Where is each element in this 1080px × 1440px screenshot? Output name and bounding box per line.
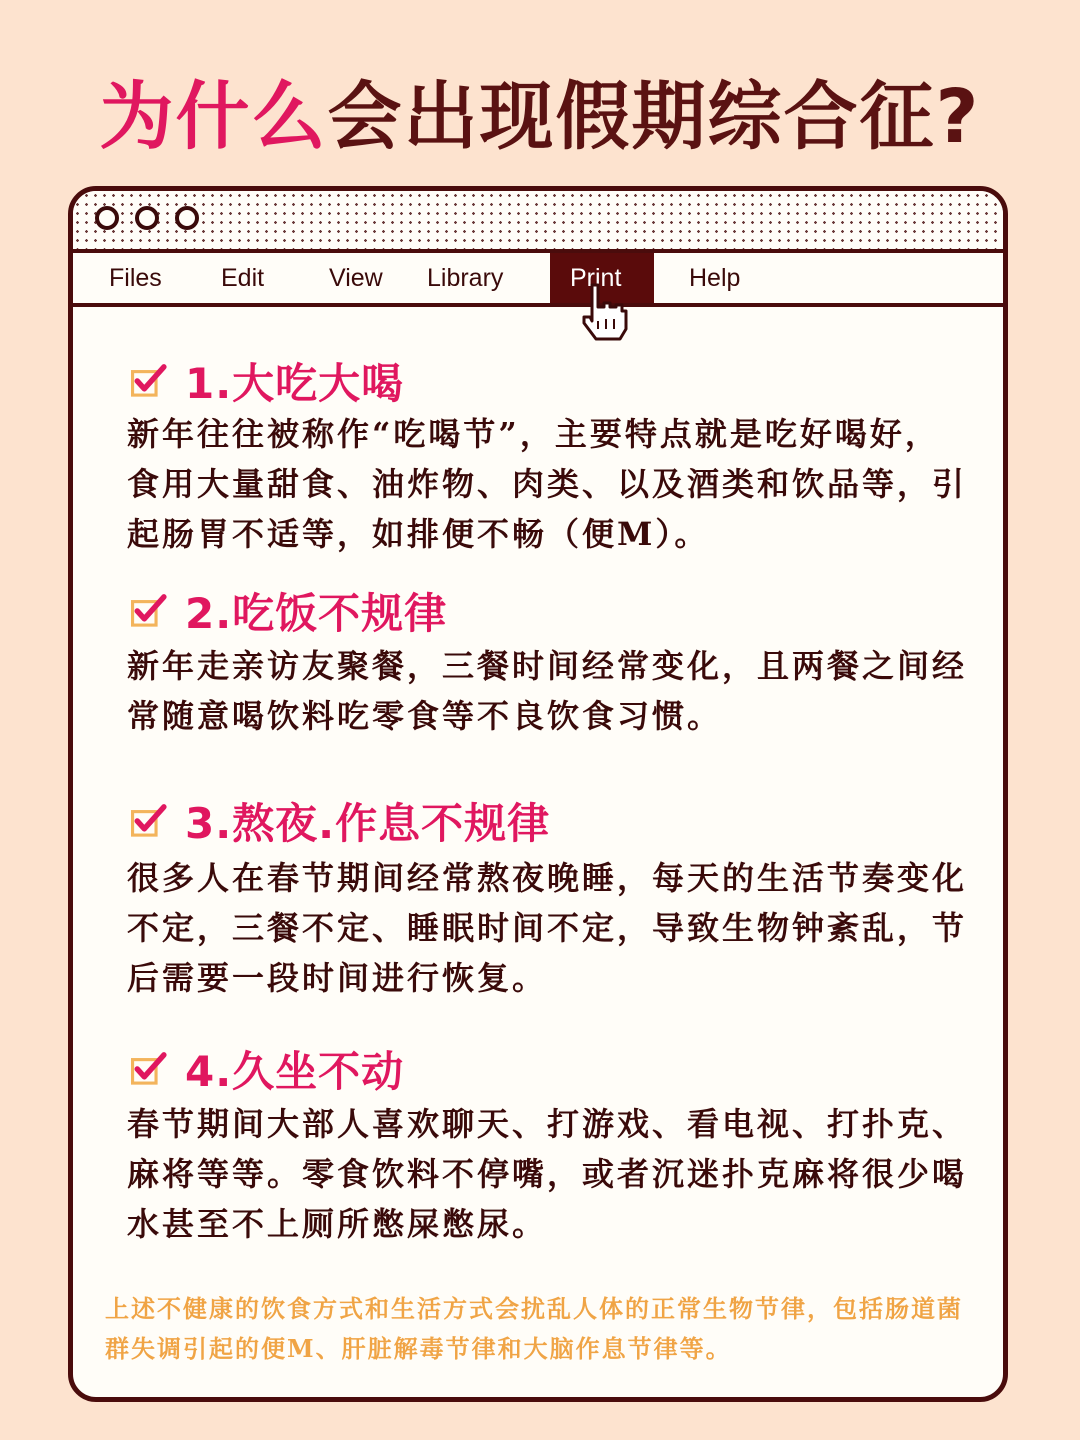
footer-note: 上述不健康的饮食方式和生活方式会扰乱人体的正常生物节律，包括肠道菌群失调引起的便M、肝脏解毒节律和大脑作息节律等。 bbox=[105, 1294, 963, 1363]
section-2-heading bbox=[131, 581, 447, 641]
section-1-heading bbox=[131, 351, 404, 411]
window-titlebar bbox=[73, 191, 1003, 253]
title-rest: 会出现假期综合征? bbox=[327, 74, 981, 160]
checkbox-checked-icon bbox=[131, 1051, 167, 1087]
section-4-text: 春节期间大部人喜欢聊天、打游戏、看电视、打扑克、麻将等等。零食饮料不停嘴，或者沉迷扑克麻将很少喝水甚至不上厕所憋屎憋尿。 bbox=[127, 1105, 968, 1243]
menu-bar bbox=[73, 253, 1003, 307]
page-title bbox=[0, 58, 1080, 164]
section-2-text: 新年走亲访友聚餐，三餐时间经常变化，且两餐之间经常随意喝饮料吃零食等不良饮食习惯。 bbox=[127, 647, 968, 735]
window-control-dot-2[interactable] bbox=[135, 206, 159, 230]
menu-files[interactable]: Files bbox=[109, 264, 162, 292]
section-4-title: 4.久坐不动 bbox=[185, 1047, 405, 1096]
hand-cursor-icon bbox=[578, 283, 634, 343]
app-window bbox=[68, 186, 1008, 1402]
window-control-dot-3[interactable] bbox=[175, 206, 199, 230]
section-3-text: 很多人在春节期间经常熬夜晚睡，每天的生活节奏变化不定，三餐不定、睡眠时间不定，导致生物钟紊乱，节后需要一段时间进行恢复。 bbox=[127, 859, 968, 997]
section-4-heading bbox=[131, 1039, 404, 1099]
section-3-heading bbox=[131, 791, 550, 851]
section-1-title: 1.大吃大喝 bbox=[185, 359, 405, 408]
menu-edit[interactable]: Edit bbox=[221, 264, 265, 292]
checkbox-checked-icon bbox=[131, 363, 167, 399]
checkbox-checked-icon bbox=[131, 803, 167, 839]
menu-view[interactable]: View bbox=[329, 264, 383, 292]
window-control-dot-1[interactable] bbox=[95, 206, 119, 230]
checkbox-checked-icon bbox=[131, 593, 167, 629]
title-highlight: 为什么 bbox=[99, 74, 328, 160]
menu-library[interactable]: Library bbox=[427, 264, 504, 292]
section-1-text: 新年往往被称作“吃喝节”，主要特点就是吃好喝好，食用大量甜食、油炸物、肉类、以及酒类和饮品等，引起肠胃不适等，如排便不畅（便M）。 bbox=[127, 415, 968, 553]
section-2-title: 2.吃饭不规律 bbox=[185, 589, 448, 638]
menu-help[interactable]: Help bbox=[689, 264, 741, 292]
section-3-title: 3.熬夜.作息不规律 bbox=[185, 799, 551, 848]
menu-print[interactable]: Print bbox=[550, 253, 654, 303]
